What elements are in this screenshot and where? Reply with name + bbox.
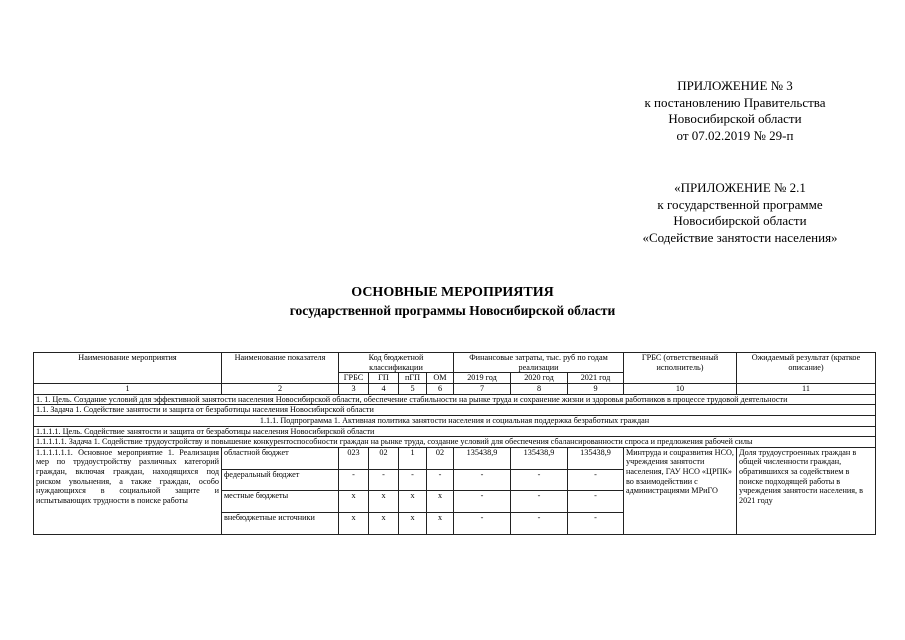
col-number: 6 xyxy=(427,383,454,394)
pgp-cell: 1 xyxy=(399,447,427,469)
col-number: 1 xyxy=(34,383,222,394)
cost-2019: 135438,9 xyxy=(454,447,511,469)
goal-1111-text: 1.1.1.1. Цель. Содействие занятости и защита от безработицы населения Новосибирской области xyxy=(34,426,876,437)
task-1-text: 1.1. Задача 1. Содействие занятости и защита от безработицы населения Новосибирской области xyxy=(34,405,876,416)
header-2019: 2019 год xyxy=(454,373,511,384)
grbs-cell: 023 xyxy=(339,447,369,469)
col-number: 10 xyxy=(624,383,737,394)
goal-1111-row xyxy=(34,426,876,437)
cost-2021: - xyxy=(568,513,624,535)
grbs-cell: x xyxy=(339,513,369,535)
header-budget-code: Код бюджетной классификации xyxy=(339,353,454,373)
header-pgp: пГП xyxy=(399,373,427,384)
appendix-2-1-program-name: «Содействие занятости населения» xyxy=(642,229,838,245)
task-row xyxy=(34,405,876,416)
header-indicator-name: Наименование показателя xyxy=(222,353,339,384)
appendix-3-resolution: к постановлению Правительства xyxy=(644,94,826,110)
om-cell: 02 xyxy=(427,447,454,469)
appendix-2-1-heading: «ПРИЛОЖЕНИЕ № 2.1 xyxy=(674,180,806,195)
appendix-2-1-program: к государственной программе xyxy=(657,196,823,212)
col-number: 2 xyxy=(222,383,339,394)
cost-2019: - xyxy=(454,513,511,535)
task-1111-text: 1.1.1.1.1. Задача 1. Содействие трудоустройству и повышение конкурентоспособности граждан на рынке труда, создание условий для обеспечения сбалансированности спроса и предложения рабочей силы xyxy=(34,437,876,448)
cost-2020: - xyxy=(511,513,568,535)
col-number: 5 xyxy=(399,383,427,394)
event-name-cell: 1.1.1.1.1.1. Основное мероприятие 1. Реализация мер по трудоустройству различных категорий граждан, включая граждан, находящихся под риском увольнения, а также граждан, особо нуждающихся в социальной защите и испытывающих трудности в поиске работы xyxy=(34,447,222,534)
cost-2019: - xyxy=(454,469,511,491)
header-row-1 xyxy=(34,353,876,373)
header-finance: Финансовые затраты, тыс. руб по годам реализации xyxy=(454,353,624,373)
document-title: ОСНОВНЫЕ МЕРОПРИЯТИЯ xyxy=(351,285,554,300)
col-number: 8 xyxy=(511,383,568,394)
gp-cell: x xyxy=(369,513,399,535)
funding-source: федеральный бюджет xyxy=(222,469,339,491)
header-executor: ГРБС (ответственный исполнитель) xyxy=(624,353,737,384)
column-number-row xyxy=(34,383,876,394)
col-number: 7 xyxy=(454,383,511,394)
goal-row xyxy=(34,394,876,405)
appendix-3-date: от 07.02.2019 № 29-п xyxy=(676,127,794,143)
subprogram-row xyxy=(34,415,876,426)
om-cell: x xyxy=(427,513,454,535)
header-2020: 2020 год xyxy=(511,373,568,384)
col-number: 11 xyxy=(737,383,876,394)
om-cell: - xyxy=(427,469,454,491)
header-gp: ГП xyxy=(369,373,399,384)
subprogram-text: 1.1.1. Подпрограмма 1. Активная политика занятости населения и социальная поддержка безработных граждан xyxy=(34,415,876,426)
appendix-3-block xyxy=(590,78,880,144)
header-result: Ожидаемый результат (краткое описание) xyxy=(737,353,876,384)
col-number: 4 xyxy=(369,383,399,394)
executor-cell: Минтруда и соцразвития НСО, учреждения занятости населения, ГАУ НСО «ЦРПК» во взаимодействии с администрациями МРиГО xyxy=(624,447,737,534)
header-om: ОМ xyxy=(427,373,454,384)
funding-source: внебюджетные источники xyxy=(222,513,339,535)
table-row xyxy=(34,447,876,469)
funding-source: местные бюджеты xyxy=(222,491,339,513)
result-cell: Доля трудоустроенных граждан в общей численности граждан, обратившихся за содействием в поиске подходящей работы в учреждения занятости населения, в 2021 году xyxy=(737,447,876,534)
cost-2021: - xyxy=(568,491,624,513)
col-number: 9 xyxy=(568,383,624,394)
appendix-3-region: Новосибирской области xyxy=(668,111,802,126)
appendix-2-1-block xyxy=(600,180,880,246)
appendix-2-1-region: Новосибирской области xyxy=(673,213,807,228)
gp-cell: 02 xyxy=(369,447,399,469)
main-events-table xyxy=(33,352,876,535)
header-2021: 2021 год xyxy=(568,373,624,384)
grbs-cell: - xyxy=(339,469,369,491)
appendix-3-heading: ПРИЛОЖЕНИЕ № 3 xyxy=(677,78,793,93)
pgp-cell: - xyxy=(399,469,427,491)
funding-source: областной бюджет xyxy=(222,447,339,469)
cost-2020: - xyxy=(511,469,568,491)
grbs-cell: x xyxy=(339,491,369,513)
document-subtitle: государственной программы Новосибирской области xyxy=(289,303,616,318)
col-number: 3 xyxy=(339,383,369,394)
pgp-cell: x xyxy=(399,513,427,535)
gp-cell: x xyxy=(369,491,399,513)
goal-text: 1. 1. Цель. Создание условий для эффективной занятости населения Новосибирской области, обеспечение стабильности на рынке труда и сохранение жизни и здоровья работников в процессе трудовой деятельности xyxy=(34,394,876,405)
cost-2020: 135438,9 xyxy=(511,447,568,469)
header-event-name: Наименование мероприятия xyxy=(34,353,222,384)
cost-2021: - xyxy=(568,469,624,491)
gp-cell: - xyxy=(369,469,399,491)
cost-2019: - xyxy=(454,491,511,513)
pgp-cell: x xyxy=(399,491,427,513)
header-grbs: ГРБС xyxy=(339,373,369,384)
task-1111-row xyxy=(34,437,876,448)
om-cell: x xyxy=(427,491,454,513)
cost-2020: - xyxy=(511,491,568,513)
cost-2021: 135438,9 xyxy=(568,447,624,469)
